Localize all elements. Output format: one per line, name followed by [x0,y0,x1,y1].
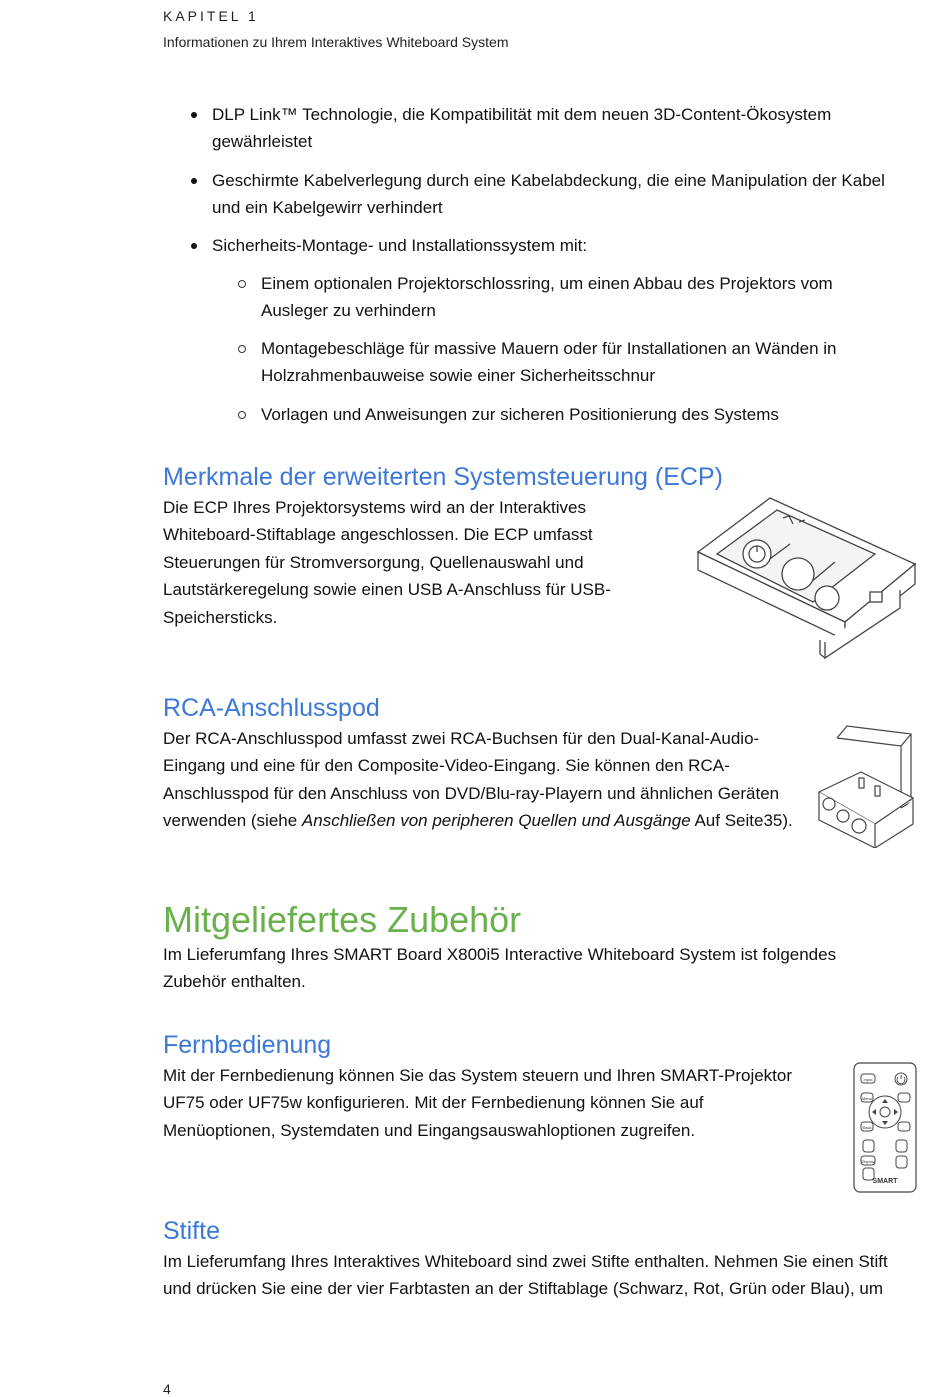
fernbedienung-paragraph [163,1062,823,1144]
zubehoer-heading: Mitgeliefertes Zubehör [163,899,522,940]
remote-menu-label: Menu [861,1096,873,1101]
remote-control-illustration [853,1062,917,1194]
fernbedienung-line: UF75 oder UF75w konfigurieren. Mit der Fernbedienung können Sie auf [163,1093,704,1113]
page-number: 4 [163,1381,171,1397]
stifte-paragraph [163,1248,933,1303]
bullet-dot [191,243,197,249]
rca-line: Eingang und eine für den Composite-Video-Eingang. Sie können den RCA- [163,756,730,776]
ecp-line: Whiteboard-Stiftablage angeschlossen. Die ECP umfasst [163,525,593,545]
bullet-item [212,232,587,259]
rca-line: Der RCA-Anschlusspod umfasst zwei RCA-Buchsen für den Dual-Kanal-Audio- [163,729,760,748]
rca-pod-illustration [817,724,917,848]
subbullet-item [261,270,833,325]
rca-text: verwenden (siehe [163,811,302,831]
chapter-subtitle: Informationen zu Ihrem Interaktives Whiteboard System [163,34,509,50]
rca-crossref-link[interactable]: Anschließen von peripheren Quellen und Ausgänge [301,811,691,831]
rca-line-last [163,807,818,834]
remote-back-label: Back [862,1125,872,1130]
bullet-item [212,167,885,222]
subbullet-item [261,335,837,390]
remote-display-label: Display [861,1159,875,1164]
stifte-heading: Stifte [163,1217,220,1245]
zubehoer-paragraph [163,941,923,996]
subbullet-item [261,401,779,428]
subbullet-line: Holzrahmenbauweise sowie einer Sicherheitsschnur [261,366,656,386]
subbullet-line: Ausleger zu verhindern [261,301,436,321]
zubehoer-line: Zubehör enthalten. [163,972,306,992]
subbullet-circle [238,280,246,288]
bullet-line: gewährleistet [212,132,313,152]
bullet-dot [191,178,197,184]
ecp-heading: Merkmale der erweiterten Systemsteuerung (ECP) [163,463,723,491]
rca-text: Auf Seite35). [690,811,793,831]
fernbedienung-heading: Fernbedienung [163,1031,332,1059]
stifte-line: Im Lieferumfang Ihres Interaktives Whiteboard sind zwei Stifte enthalten. Nehmen Sie einen Stift [163,1252,888,1271]
rca-paragraph [163,725,818,835]
stifte-line: und drücken Sie eine der vier Farbtasten an der Stiftablage (Schwarz, Rot, Grün oder Blau), um [163,1279,884,1299]
bullet-line: Sicherheits-Montage- und Installationssystem mit: [212,236,588,255]
subbullet-circle [238,345,246,353]
bullet-item [212,101,831,156]
fernbedienung-line: Mit der Fernbedienung können Sie das System steuern und Ihren SMART-Projektor [163,1066,793,1085]
subbullet-line: Vorlagen und Anweisungen zur sicheren Positionierung des Systems [261,405,779,424]
remote-input-label: Input [863,1077,873,1082]
bullet-line: und ein Kabelgewirr verhindert [212,198,443,218]
rca-heading: RCA-Anschlusspod [163,694,380,722]
zubehoer-line: Im Lieferumfang Ihres SMART Board X800i5 Interactive Whiteboard System ist folgendes [163,945,837,964]
ecp-line: Steuerungen für Stromversorgung, Quellenauswahl und [163,552,584,572]
remote-brand-label: SMART [872,1178,898,1185]
fernbedienung-line: Menüoptionen, Systemdaten und Eingangsauswahloptionen zugreifen. [163,1120,696,1140]
subbullet-line: Einem optionalen Projektorschlossring, um einen Abbau des Projektors vom [261,274,833,293]
ecp-paragraph [163,494,663,631]
ecp-line: Speichersticks. [163,607,278,627]
subbullet-circle [238,411,246,419]
rca-line: Anschlusspod für den Anschluss von DVD/Blu-ray-Playern und ähnlichen Geräten [163,783,780,803]
subbullet-line: Montagebeschläge für massive Mauern oder für Installationen an Wänden in [261,339,837,358]
bullet-line: Geschirmte Kabelverlegung durch eine Kabelabdeckung, die eine Manipulation der Kabel [212,171,885,190]
ecp-device-illustration [695,492,920,664]
chapter-label: KAPITEL 1 [163,8,259,24]
bullet-line: DLP Link™ Technologie, die Kompatibilität mit dem neuen 3D-Content-Ökosystem [212,105,832,124]
ecp-line: Die ECP Ihres Projektorsystems wird an der Interaktives [163,498,586,517]
ecp-line: Lautstärkeregelung sowie einen USB A-Anschluss für USB- [163,580,611,600]
bullet-dot [191,112,197,118]
